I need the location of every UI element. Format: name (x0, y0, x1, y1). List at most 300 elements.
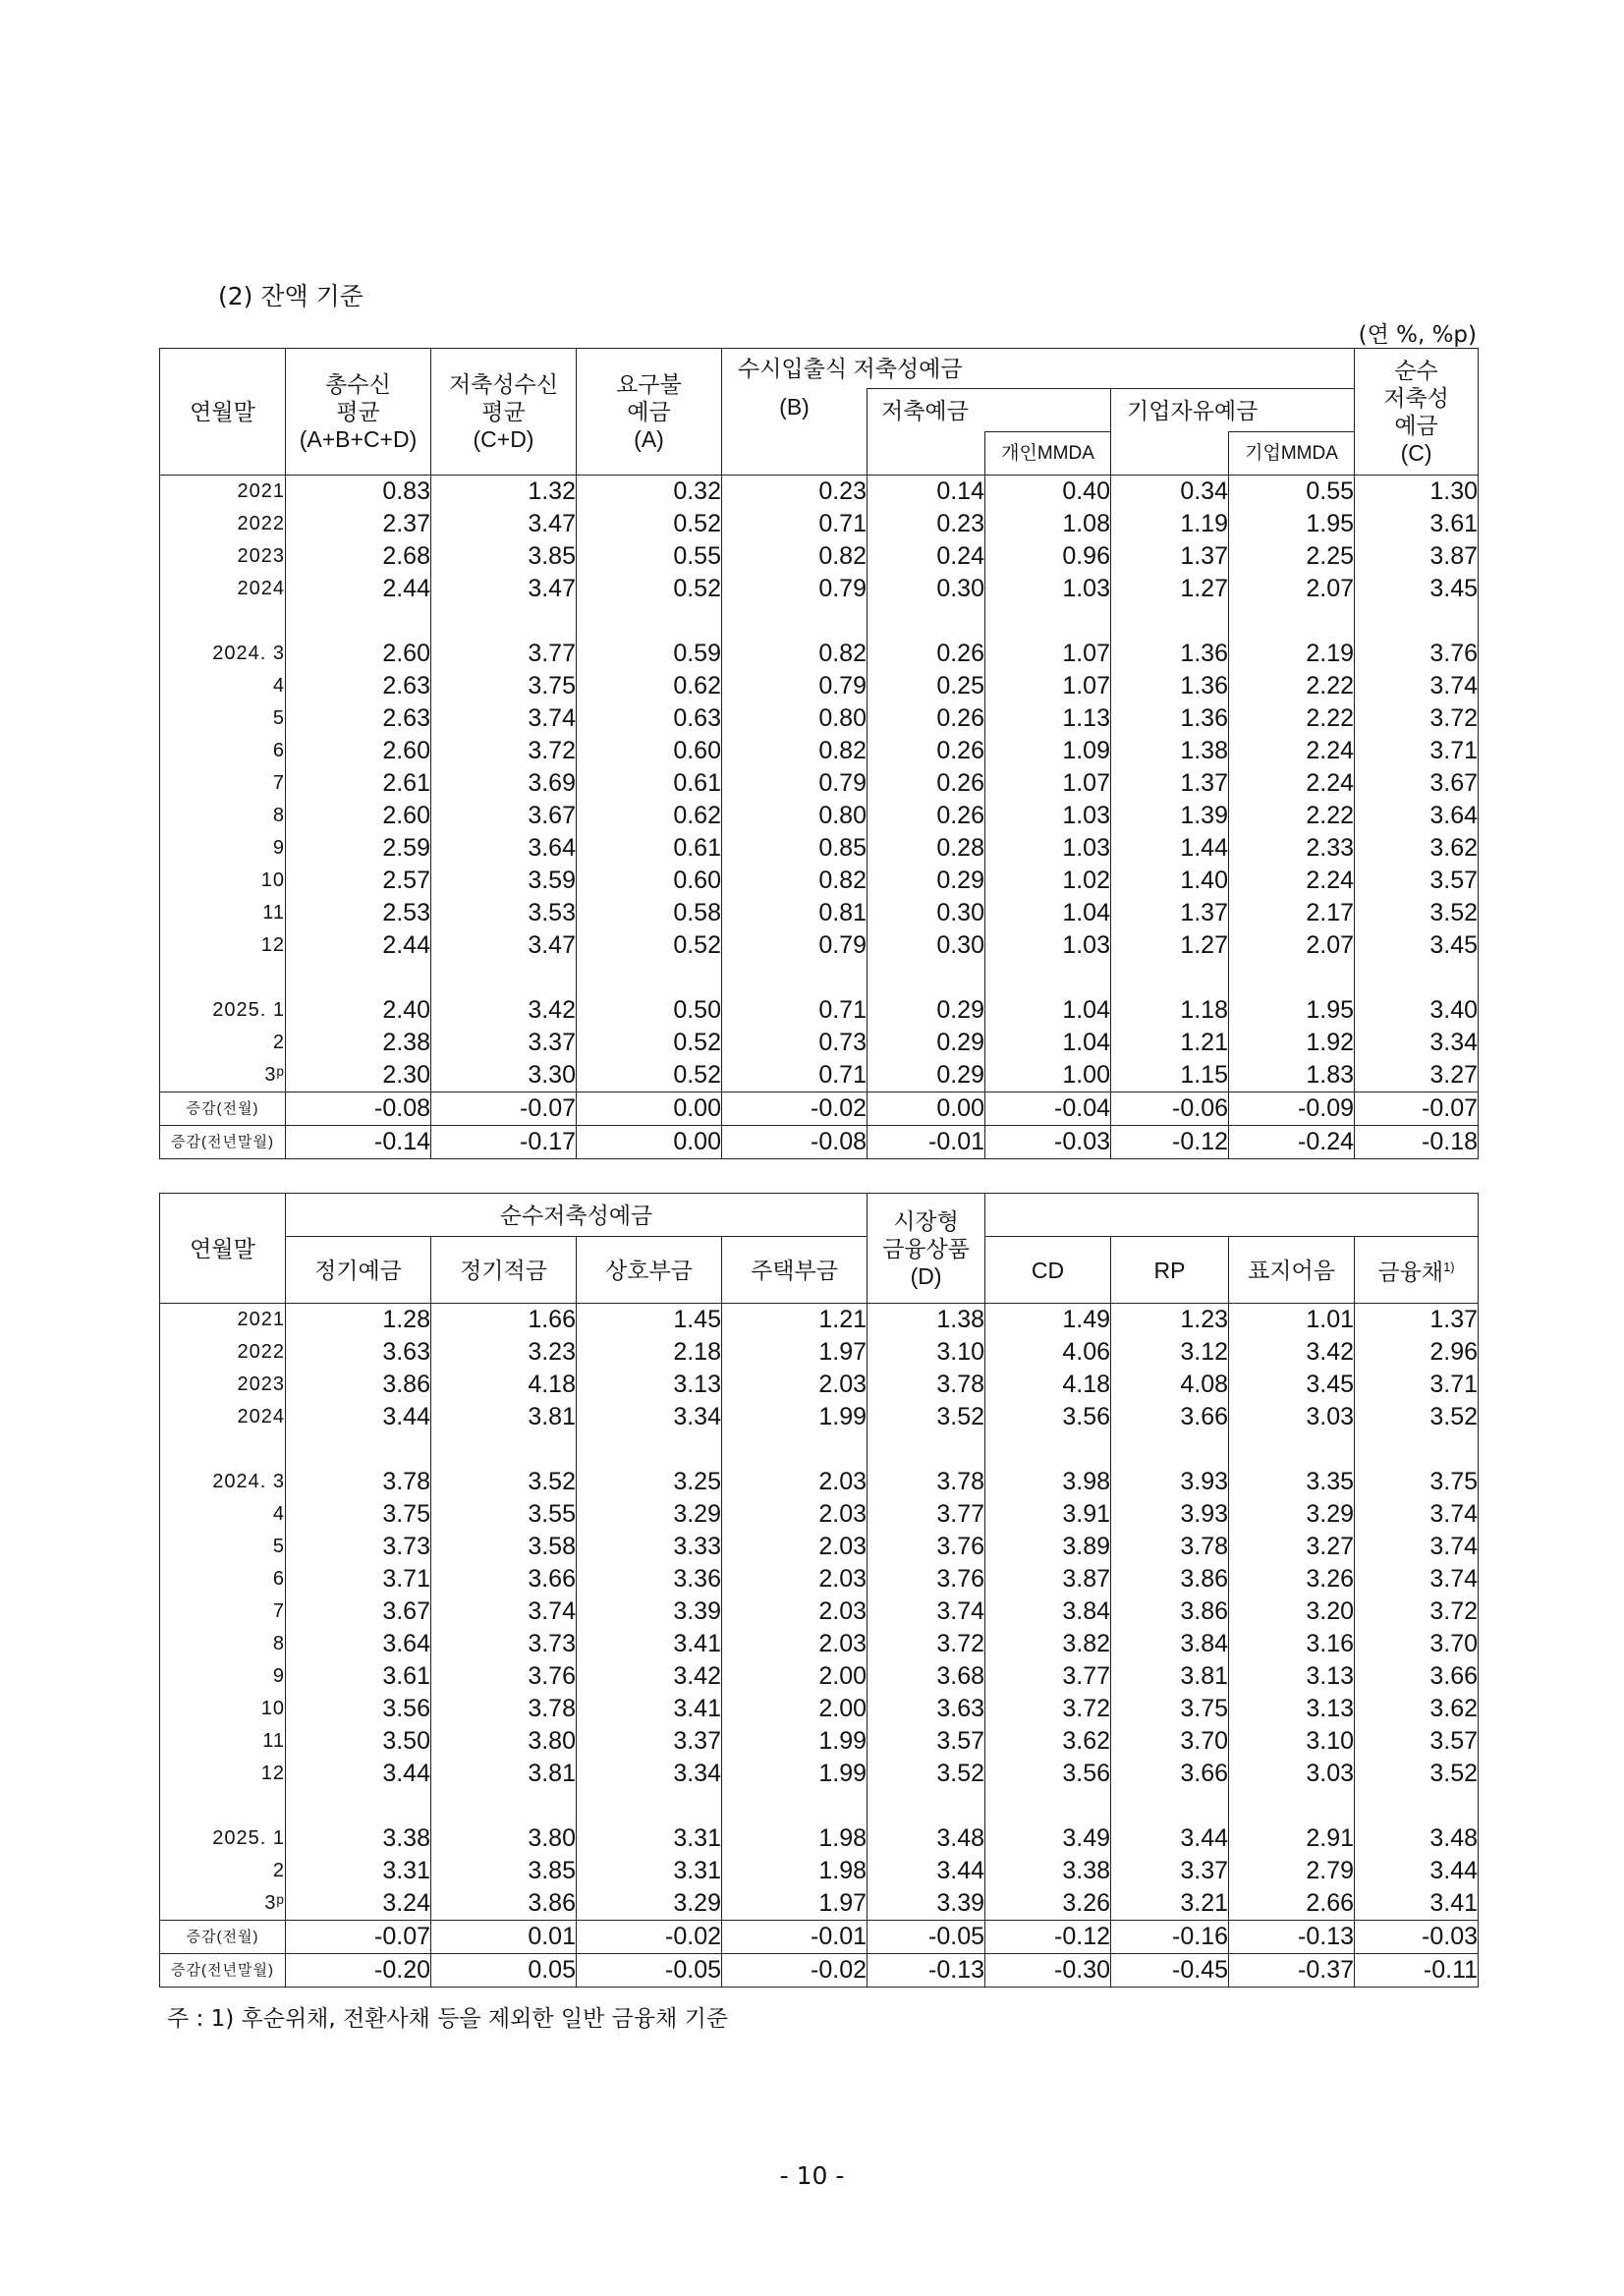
spacer-cell (722, 1433, 868, 1466)
table-cell: -0.30 (985, 1954, 1111, 1988)
table-cell: 3.47 (431, 508, 577, 540)
row-label: 11 (160, 897, 286, 929)
spacer-cell (160, 1433, 286, 1466)
table-cell: 3.45 (1355, 573, 1479, 605)
table-cell: 0.79 (722, 929, 868, 962)
table-cell: 1.38 (868, 1304, 985, 1337)
table-cell: 3.52 (1355, 897, 1479, 929)
table-row (160, 1822, 1479, 1855)
spacer-cell (985, 1433, 1111, 1466)
spacer-cell (1355, 962, 1479, 994)
table-cell: 3.66 (1111, 1758, 1229, 1790)
table-cell: 0.40 (985, 476, 1111, 509)
row-label: 2024. 3 (160, 1466, 286, 1498)
table-cell: 1.03 (985, 832, 1111, 865)
table-cell: 0.62 (577, 670, 722, 702)
table-cell: 1.15 (1111, 1059, 1229, 1092)
footnote: 주 : 1) 후순위채, 전환사채 등을 제외한 일반 금융채 기준 (167, 2006, 729, 2032)
table-cell: 0.52 (577, 1027, 722, 1059)
table-cell: 3.66 (1355, 1660, 1479, 1693)
table-cell: 0.00 (868, 1092, 985, 1126)
table-cell: -0.07 (1355, 1092, 1479, 1126)
table-cell: 3.75 (431, 670, 577, 702)
table-cell: 3.26 (1229, 1563, 1355, 1596)
spacer-cell (722, 1790, 868, 1822)
table-cell: 1.99 (722, 1401, 868, 1433)
spacer-cell (722, 605, 868, 638)
table-cell: 3.52 (868, 1758, 985, 1790)
row-label: 9 (160, 1660, 286, 1693)
table-cell: 3.44 (1111, 1822, 1229, 1855)
table-row (160, 1369, 1479, 1401)
table-cell: 3.87 (1355, 540, 1479, 573)
table-cell: 3.03 (1229, 1758, 1355, 1790)
table-cell: 3.62 (1355, 1693, 1479, 1725)
row-label: 2022 (160, 508, 286, 540)
row-label: 2025. 1 (160, 994, 286, 1027)
table-cell: 1.44 (1111, 832, 1229, 865)
table-cell: 1.83 (1229, 1059, 1355, 1092)
header-bill: 표지어음 (1229, 1237, 1355, 1304)
table-cell: 0.61 (577, 767, 722, 800)
table-cell: 0.79 (722, 767, 868, 800)
table-cell: 3.76 (1355, 638, 1479, 670)
table-cell: 3.74 (1355, 1498, 1479, 1531)
table-cell: 3.77 (431, 638, 577, 670)
table-cell: 3.64 (286, 1628, 431, 1660)
balance-rate-table-1 (159, 348, 1479, 1159)
table-row (160, 1887, 1479, 1921)
table-cell: 0.32 (577, 476, 722, 509)
table-cell: 3.48 (868, 1822, 985, 1855)
table-row (160, 1059, 1479, 1092)
table-cell: 0.30 (868, 573, 985, 605)
table-cell: -0.12 (1111, 1126, 1229, 1159)
table-cell: 3.73 (431, 1628, 577, 1660)
row-label: 5 (160, 702, 286, 735)
table-cell: 1.21 (722, 1304, 868, 1337)
header-total-deposits: 총수신 평균 (A+B+C+D) (286, 349, 431, 476)
table-cell: 1.39 (1111, 800, 1229, 832)
header-savings-deposit: 저축예금 (868, 389, 1111, 432)
table-row (160, 1401, 1479, 1433)
table-cell: 3.29 (577, 1498, 722, 1531)
spacer-cell (985, 962, 1111, 994)
table-cell: 0.30 (868, 929, 985, 962)
table-cell: 3.39 (577, 1596, 722, 1628)
row-label: 2023 (160, 1369, 286, 1401)
table-cell: 3.80 (431, 1725, 577, 1758)
table-cell: 3.39 (868, 1887, 985, 1921)
table-row (160, 1596, 1479, 1628)
table-cell: 0.80 (722, 702, 868, 735)
table-cell: 2.03 (722, 1369, 868, 1401)
table-cell: 1.30 (1355, 476, 1479, 509)
table-cell: 2.03 (722, 1563, 868, 1596)
table-cell: 2.63 (286, 670, 431, 702)
table-cell: 3.38 (286, 1822, 431, 1855)
table-cell: 3.98 (985, 1466, 1111, 1498)
table-cell: 0.00 (577, 1126, 722, 1159)
table-cell: 3.27 (1229, 1531, 1355, 1563)
spacer-row (160, 1790, 1479, 1822)
header-period: 연월말 (160, 349, 286, 476)
header-demand-deposits: 요구불 예금 (A) (577, 349, 722, 476)
spacer-cell (1355, 605, 1479, 638)
table-cell: 3.44 (286, 1401, 431, 1433)
table-cell: 3.57 (1355, 865, 1479, 897)
table-2-body (160, 1304, 1479, 1988)
table-cell: 2.60 (286, 638, 431, 670)
row-label: 12 (160, 929, 286, 962)
spacer-cell (286, 1790, 431, 1822)
table-cell: 3.84 (1111, 1628, 1229, 1660)
table-cell: 0.71 (722, 508, 868, 540)
row-label: 6 (160, 735, 286, 767)
header-bond: 금융채$^{1)}$ (1355, 1237, 1479, 1304)
table-cell: 3.29 (577, 1887, 722, 1921)
spacer-cell (985, 605, 1111, 638)
table-cell: 1.21 (1111, 1027, 1229, 1059)
table-cell: 3.56 (286, 1693, 431, 1725)
table-cell: 1.36 (1111, 638, 1229, 670)
header-mutual: 상호부금 (577, 1237, 722, 1304)
table-cell: 0.71 (722, 1059, 868, 1092)
table-cell: 1.95 (1229, 994, 1355, 1027)
row-label: 8 (160, 800, 286, 832)
table-cell: 3.62 (985, 1725, 1111, 1758)
table-cell: 3.42 (1229, 1336, 1355, 1369)
table-cell: 3.68 (868, 1660, 985, 1693)
row-label: 증감(전년말월) (160, 1954, 286, 1988)
table-row (160, 1027, 1479, 1059)
table-cell: 0.52 (577, 508, 722, 540)
table-cell: -0.03 (985, 1126, 1111, 1159)
table-cell: 2.24 (1229, 735, 1355, 767)
table-cell: 0.26 (868, 638, 985, 670)
table-cell: 1.45 (577, 1304, 722, 1337)
table-cell: 3.86 (1111, 1596, 1229, 1628)
row-label: 2024 (160, 1401, 286, 1433)
row-label: 2022 (160, 1336, 286, 1369)
spacer-row (160, 1433, 1479, 1466)
table-cell: -0.37 (1229, 1954, 1355, 1988)
table-cell: 0.59 (577, 638, 722, 670)
table-cell: 3.30 (431, 1059, 577, 1092)
table-cell: 3.67 (286, 1596, 431, 1628)
table-cell: 3.41 (577, 1628, 722, 1660)
spacer-cell (577, 962, 722, 994)
table-cell: 0.26 (868, 767, 985, 800)
table-cell: 3.66 (431, 1563, 577, 1596)
table-cell: 3.70 (1111, 1725, 1229, 1758)
table-cell: 0.82 (722, 865, 868, 897)
table-cell: -0.02 (722, 1092, 868, 1126)
table-row (160, 865, 1479, 897)
table-cell: 1.37 (1111, 540, 1229, 573)
table-cell: 2.24 (1229, 865, 1355, 897)
table-cell: 3.58 (431, 1531, 577, 1563)
table-cell: 3.81 (431, 1758, 577, 1790)
spacer-cell (286, 605, 431, 638)
table-cell: 2.57 (286, 865, 431, 897)
spacer-cell (1355, 1433, 1479, 1466)
table-cell: -0.05 (868, 1921, 985, 1954)
table-cell: 2.19 (1229, 638, 1355, 670)
table-cell: 3.67 (431, 800, 577, 832)
row-label: 2 (160, 1855, 286, 1887)
table-cell: 2.44 (286, 573, 431, 605)
table-row (160, 1498, 1479, 1531)
table-cell: 0.82 (722, 540, 868, 573)
table-cell: 3.59 (431, 865, 577, 897)
table-cell: 1.23 (1111, 1304, 1229, 1337)
table-row (160, 1531, 1479, 1563)
table-cell: 1.07 (985, 638, 1111, 670)
table-cell: 3.61 (1355, 508, 1479, 540)
table-cell: -0.04 (985, 1092, 1111, 1126)
table-cell: 2.63 (286, 702, 431, 735)
table-cell: 0.79 (722, 573, 868, 605)
spacer-cell (868, 605, 985, 638)
table-cell: 0.55 (577, 540, 722, 573)
table-row (160, 1660, 1479, 1693)
table-cell: 3.70 (1355, 1628, 1479, 1660)
table-cell: 1.09 (985, 735, 1111, 767)
table-cell: 3.64 (431, 832, 577, 865)
table-cell: 0.29 (868, 994, 985, 1027)
table-row (160, 1693, 1479, 1725)
table-cell: 0.60 (577, 865, 722, 897)
table-row (160, 1336, 1479, 1369)
table-cell: 0.26 (868, 702, 985, 735)
row-label: 7 (160, 1596, 286, 1628)
table-cell: 0.55 (1229, 476, 1355, 509)
table-row (160, 638, 1479, 670)
table-cell: 1.19 (1111, 508, 1229, 540)
spacer-cell (431, 962, 577, 994)
table-cell: 2.68 (286, 540, 431, 573)
table-cell: -0.07 (286, 1921, 431, 1954)
table-cell: 0.34 (1111, 476, 1229, 509)
table-cell: 3.72 (1355, 1596, 1479, 1628)
table-cell: 1.40 (1111, 865, 1229, 897)
table-cell: 3.86 (1111, 1563, 1229, 1596)
table-row (160, 994, 1479, 1027)
table-cell: 3.10 (868, 1336, 985, 1369)
table-cell: 3.35 (1229, 1466, 1355, 1498)
row-label: 증감(전월) (160, 1092, 286, 1126)
header-market-products: 시장형 금융상품 (D) (868, 1194, 985, 1304)
page-number: - 10 - (779, 2161, 845, 2190)
table-cell: 3.62 (1355, 832, 1479, 865)
table-cell: 3.56 (985, 1758, 1111, 1790)
table-cell: 1.92 (1229, 1027, 1355, 1059)
header-anytime-b: (B) (722, 389, 868, 476)
spacer-cell (1229, 962, 1355, 994)
spacer-cell (868, 1433, 985, 1466)
table-cell: 0.05 (431, 1954, 577, 1988)
table-cell: 3.52 (1355, 1758, 1479, 1790)
table-cell: 2.22 (1229, 800, 1355, 832)
table-cell: -0.07 (431, 1092, 577, 1126)
table-cell: 3.23 (431, 1336, 577, 1369)
spacer-cell (577, 1790, 722, 1822)
table-cell: 2.00 (722, 1693, 868, 1725)
table-cell: 0.23 (722, 476, 868, 509)
table-cell: 0.50 (577, 994, 722, 1027)
table-cell: 3.53 (431, 897, 577, 929)
spacer-cell (577, 605, 722, 638)
balance-rate-table-2 (159, 1193, 1479, 1988)
table-cell: 3.72 (431, 735, 577, 767)
spacer-cell (160, 1790, 286, 1822)
table-cell: 3.63 (286, 1336, 431, 1369)
table-cell: 3.74 (1355, 1531, 1479, 1563)
table-cell: 3.10 (1229, 1725, 1355, 1758)
table-cell: 3.47 (431, 573, 577, 605)
table-cell: 2.91 (1229, 1822, 1355, 1855)
table-cell: -0.08 (722, 1126, 868, 1159)
table-cell: -0.03 (1355, 1921, 1479, 1954)
table-cell: 3.67 (1355, 767, 1479, 800)
table-cell: 0.73 (722, 1027, 868, 1059)
header-time-deposit: 정기예금 (286, 1237, 431, 1304)
table-row (160, 1304, 1479, 1337)
table-row (160, 1855, 1479, 1887)
table-cell: 3.80 (431, 1822, 577, 1855)
table-cell: 3.37 (431, 1027, 577, 1059)
header-housing: 주택부금 (722, 1237, 868, 1304)
table-cell: 3.74 (868, 1596, 985, 1628)
table-cell: 3.71 (286, 1563, 431, 1596)
spacer-cell (1111, 1433, 1229, 1466)
table-row (160, 1628, 1479, 1660)
table-cell: 1.36 (1111, 702, 1229, 735)
table-cell: 3.81 (1111, 1660, 1229, 1693)
row-label: 9 (160, 832, 286, 865)
row-label: 2023 (160, 540, 286, 573)
table-cell: 3.31 (577, 1822, 722, 1855)
header-installment: 정기적금 (431, 1237, 577, 1304)
table-cell: 2.44 (286, 929, 431, 962)
table-cell: 1.97 (722, 1336, 868, 1369)
table-row (160, 573, 1479, 605)
table-cell: 3.44 (868, 1855, 985, 1887)
spacer-cell (1355, 1790, 1479, 1822)
row-label: 2024 (160, 573, 286, 605)
table-cell: 2.38 (286, 1027, 431, 1059)
table-cell: 2.33 (1229, 832, 1355, 865)
table-cell: -0.02 (577, 1921, 722, 1954)
spacer-cell (1229, 605, 1355, 638)
table-cell: -0.18 (1355, 1126, 1479, 1159)
table-cell: -0.06 (1111, 1092, 1229, 1126)
row-label: 3ᵖ (160, 1059, 286, 1092)
table-cell: 3.64 (1355, 800, 1479, 832)
table-cell: 0.29 (868, 865, 985, 897)
table-cell: 1.04 (985, 1027, 1111, 1059)
table-cell: 1.97 (722, 1887, 868, 1921)
table-cell: 3.93 (1111, 1466, 1229, 1498)
table-cell: 1.98 (722, 1855, 868, 1887)
table-cell: 3.13 (1229, 1693, 1355, 1725)
table-cell: 3.50 (286, 1725, 431, 1758)
table-row (160, 1563, 1479, 1596)
table-cell: 2.03 (722, 1531, 868, 1563)
table-cell: 1.66 (431, 1304, 577, 1337)
row-label: 11 (160, 1725, 286, 1758)
table-cell: 3.66 (1111, 1401, 1229, 1433)
table-row (160, 670, 1479, 702)
table-cell: 0.83 (286, 476, 431, 509)
table-cell: 2.79 (1229, 1855, 1355, 1887)
table-cell: 3.24 (286, 1887, 431, 1921)
table-cell: 3.57 (1355, 1725, 1479, 1758)
table-cell: 3.47 (431, 929, 577, 962)
table-cell: 3.37 (1111, 1855, 1229, 1887)
table-cell: 3.78 (868, 1369, 985, 1401)
table-cell: 0.82 (722, 638, 868, 670)
table-cell: 1.07 (985, 670, 1111, 702)
table-cell: 3.75 (286, 1498, 431, 1531)
table-cell: 3.56 (985, 1401, 1111, 1433)
table-cell: 3.81 (431, 1401, 577, 1433)
table-cell: 1.95 (1229, 508, 1355, 540)
table-cell: 4.18 (985, 1369, 1111, 1401)
table-cell: 3.40 (1355, 994, 1479, 1027)
table-row (160, 897, 1479, 929)
table-row (160, 1092, 1479, 1126)
table-cell: 3.20 (1229, 1596, 1355, 1628)
table-cell: 3.74 (1355, 1563, 1479, 1596)
spacer-cell (286, 962, 431, 994)
table-cell: 2.22 (1229, 702, 1355, 735)
row-label: 7 (160, 767, 286, 800)
table-cell: 2.60 (286, 735, 431, 767)
table-cell: 3.76 (868, 1531, 985, 1563)
row-label: 2 (160, 1027, 286, 1059)
header-market-sub (985, 1194, 1479, 1237)
table-cell: -0.11 (1355, 1954, 1479, 1988)
table-cell: -0.17 (431, 1126, 577, 1159)
table-cell: 3.44 (286, 1758, 431, 1790)
table-cell: 0.62 (577, 800, 722, 832)
table-cell: 0.28 (868, 832, 985, 865)
table-cell: 0.71 (722, 994, 868, 1027)
table-1-body (160, 476, 1479, 1159)
table-cell: 0.63 (577, 702, 722, 735)
table-cell: -0.09 (1229, 1092, 1355, 1126)
row-label: 10 (160, 865, 286, 897)
table-cell: 4.08 (1111, 1369, 1229, 1401)
row-label: 2025. 1 (160, 1822, 286, 1855)
header-corp-free-deposit: 기업자유예금 (1111, 389, 1355, 432)
row-label: 4 (160, 670, 286, 702)
table-cell: 3.61 (286, 1660, 431, 1693)
table-cell: 3.78 (868, 1466, 985, 1498)
table-cell: 3.42 (431, 994, 577, 1027)
table-cell: 1.99 (722, 1725, 868, 1758)
table-cell: 3.41 (1355, 1887, 1479, 1921)
table-cell: 0.80 (722, 800, 868, 832)
table-cell: 2.61 (286, 767, 431, 800)
table-cell: 0.85 (722, 832, 868, 865)
table-cell: 3.45 (1229, 1369, 1355, 1401)
table-cell: 3.34 (577, 1758, 722, 1790)
table-cell: 0.00 (577, 1092, 722, 1126)
table-cell: 0.52 (577, 929, 722, 962)
